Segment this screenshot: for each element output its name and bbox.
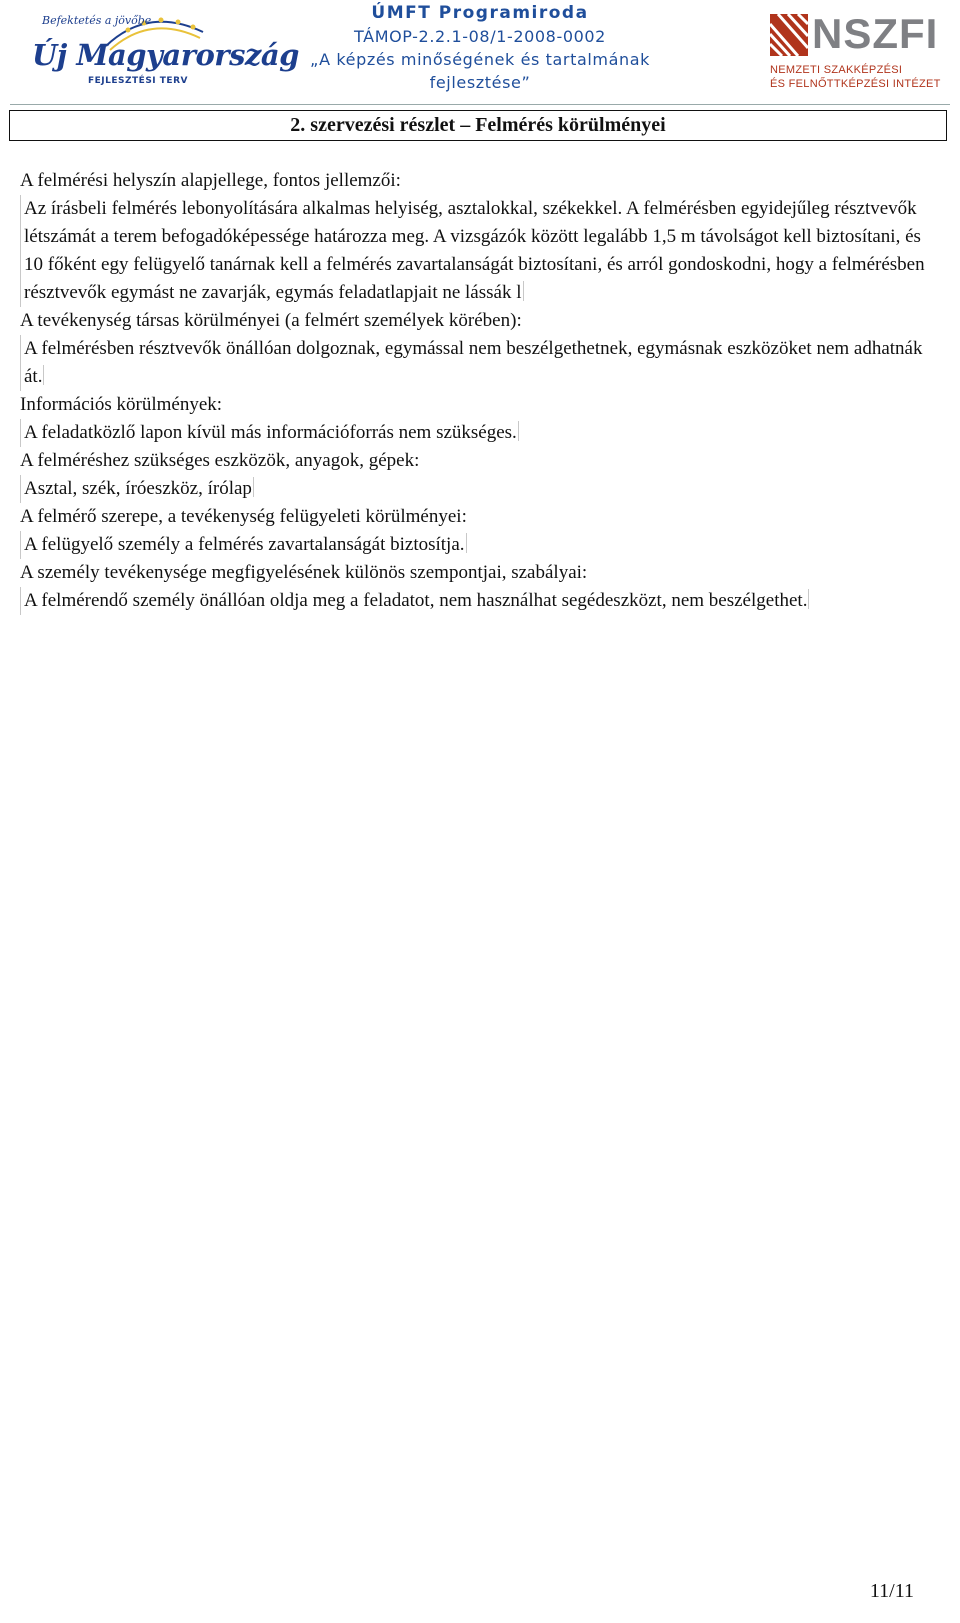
uj-magyarorszag-logo	[28, 8, 299, 98]
text-information-value: A feladatközlő lapon kívül más információforrás nem szükséges.	[24, 422, 517, 443]
logo-slogan: Befektetés a jövőbe	[42, 14, 152, 27]
nszfi-emblem-icon	[770, 14, 810, 58]
text-supervisor	[20, 531, 940, 559]
nszfi-line-1: NEMZETI SZAKKÉPZÉSI	[770, 64, 903, 76]
project-title-line-1: „A képzés minőségének és tartalmának	[309, 50, 651, 69]
page-header	[0, 0, 960, 110]
text-observation	[20, 587, 940, 615]
section-title: 2. szervezési részlet – Felmérés körülményei	[9, 110, 947, 141]
page-number: 11/11	[869, 1580, 914, 1602]
text-supervisor-value: A felügyelő személy a felmérés zavartalanságát biztosítja.	[24, 534, 465, 555]
logo-title: Új Magyarország	[32, 38, 299, 72]
text-social	[20, 335, 940, 391]
project-header	[290, 2, 670, 94]
text-location-value: Az írásbeli felmérés lebonyolítására alkalmas helyiség, asztalokkal, székekkel. A felmérésben egyidejűleg résztvevők létszámát a terem befogadóképessége határozza meg. A vizsgázók között legalább 1,5 m távolságot kell biztosítani, és 10 főként egy felügyelő tanárnak kell a felmérés zavartalanságát biztosítani, és arról gondoskodni, hogy a felmérésben résztvevők egymást ne zavarják, egymás feladatlapjait ne lássák l	[24, 198, 925, 303]
label-information: Információs körülmények:	[20, 394, 223, 415]
text-observation-value: A felmérendő személy önállóan oldja meg a feladatot, nem használhat segédeszközt, nem beszélgethet.	[24, 590, 808, 611]
nszfi-logo	[770, 10, 950, 100]
text-information	[20, 419, 940, 447]
project-title-line-2: fejlesztése”	[429, 73, 531, 92]
logo-subtitle: FEJLESZTÉSI TERV	[88, 76, 188, 86]
nszfi-line-2: ÉS FELNŐTTKÉPZÉSI INTÉZET	[770, 78, 941, 90]
header-divider	[10, 104, 950, 105]
nszfi-name: NSZFI	[812, 10, 939, 57]
label-observation: A személy tevékenysége megfigyelésének különös szempontjai, szabályai:	[20, 562, 588, 583]
label-supervisor: A felmérő szerepe, a tevékenység felügyeleti körülményei:	[20, 506, 467, 527]
org-name: ÚMFT Programiroda	[371, 3, 589, 23]
text-location	[20, 195, 940, 307]
document-body	[20, 167, 940, 615]
text-tools-value: Asztal, szék, íróeszköz, írólap	[24, 478, 252, 499]
text-social-value: A felmérésben résztvevők önállóan dolgoznak, egymással nem beszélgethetnek, egymásnak eszközöket nem adhatnák át.	[24, 338, 923, 387]
label-location: A felmérési helyszín alapjellege, fontos jellemzői:	[20, 170, 401, 191]
text-tools	[20, 475, 940, 503]
project-code: TÁMOP-2.2.1-08/1-2008-0002	[354, 27, 606, 46]
label-social: A tevékenység társas körülményei (a felmért személyek körében):	[20, 310, 522, 331]
label-tools: A felméréshez szükséges eszközök, anyagok, gépek:	[20, 450, 420, 471]
